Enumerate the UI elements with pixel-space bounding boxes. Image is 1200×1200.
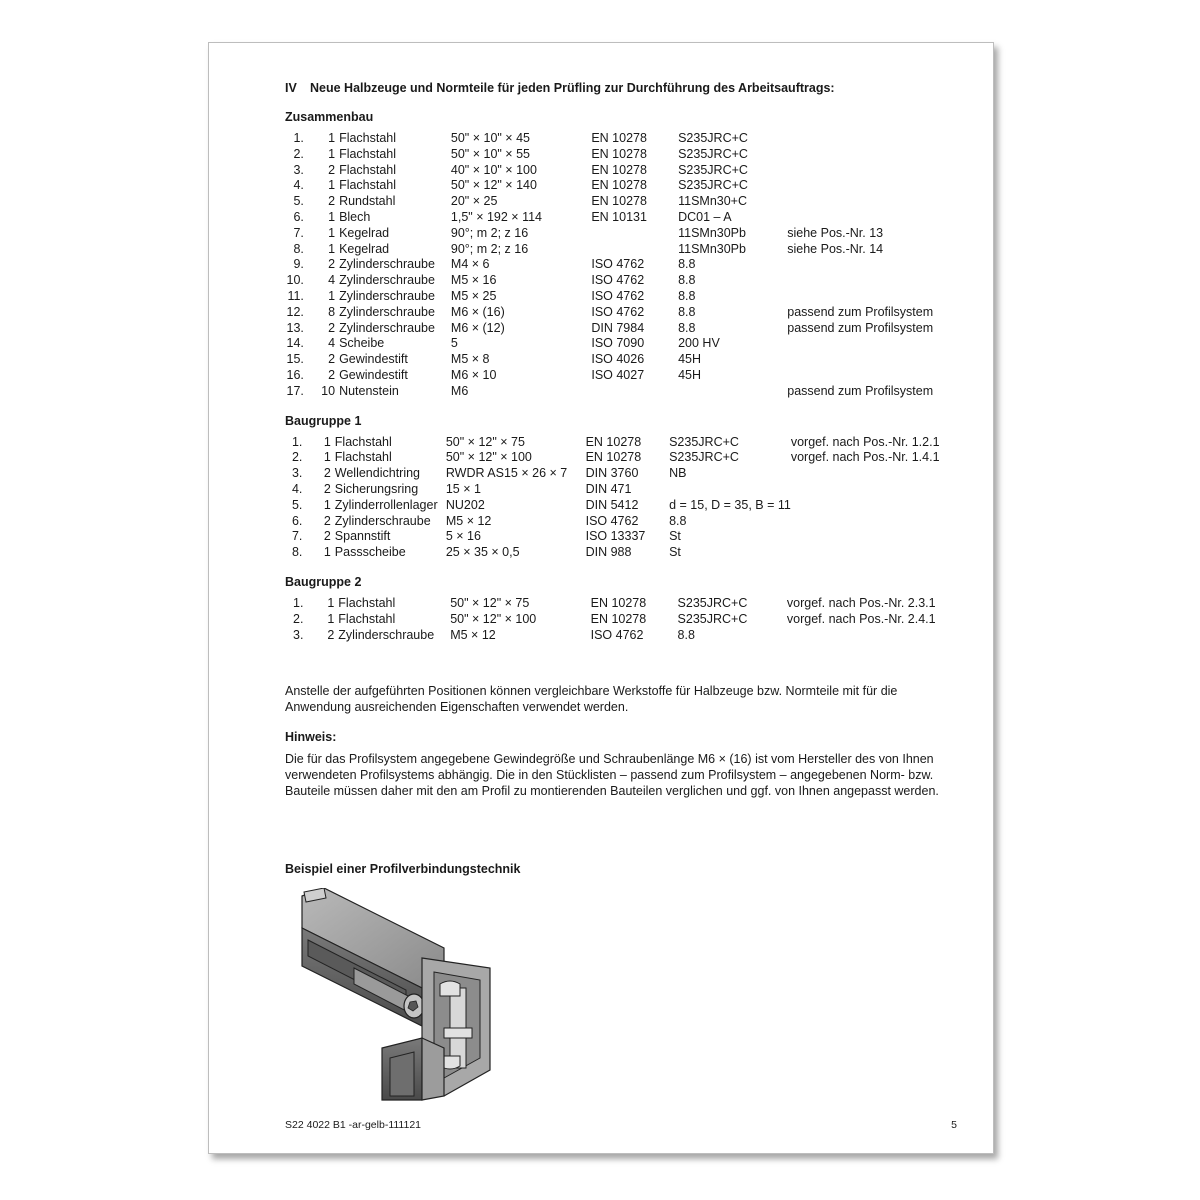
quantity-cell: 1 — [328, 209, 336, 224]
standard-cell: DIN 7984 — [591, 320, 645, 335]
table-row — [285, 321, 965, 337]
parts-list-title: Baugruppe 1 — [285, 413, 362, 428]
standard-cell: DIN 5412 — [585, 497, 639, 512]
standard-cell: DIN 471 — [585, 481, 632, 496]
quantity-cell: 1 — [328, 241, 336, 256]
quantity-cell: 4 — [328, 273, 336, 288]
quantity-cell: 2 — [328, 320, 336, 335]
dimension-cell: 50" × 10" × 55 — [450, 146, 530, 161]
remark-cell — [791, 482, 965, 498]
quantity-cell: 10 — [321, 383, 336, 398]
material-cell: 11SMn30+C — [678, 194, 748, 209]
page-content — [285, 80, 965, 799]
dimension-cell: 25 × 35 × 0,5 — [445, 545, 520, 560]
part-name-cell: Zylinderschraube — [339, 288, 435, 303]
table-row — [285, 368, 965, 384]
quantity-cell: 1 — [328, 131, 336, 145]
table-row — [285, 596, 965, 612]
remark-cell — [787, 336, 965, 352]
part-name-cell: Flachstahl — [339, 146, 397, 161]
dimension-cell: M6 — [450, 383, 469, 398]
standard-cell: EN 10278 — [590, 611, 647, 626]
part-name-cell: Kegelrad — [339, 225, 390, 240]
hint-title: Hinweis: — [285, 730, 337, 745]
material-cell: 11SMn30Pb — [678, 225, 746, 240]
position-cell: 8. — [293, 241, 304, 256]
remark-cell — [787, 163, 965, 179]
standard-cell: EN 10278 — [585, 434, 642, 449]
quantity-cell: 2 — [328, 162, 336, 177]
section-number: IV — [285, 81, 297, 95]
quantity-cell: 2 — [328, 352, 336, 367]
position-cell: 3. — [293, 162, 304, 177]
material-cell: 45H — [678, 367, 702, 382]
table-row — [285, 529, 965, 545]
remark-cell: vorgef. nach Pos.-Nr. 2.3.1 — [786, 595, 936, 610]
dimension-cell: M6 × (12) — [450, 320, 505, 335]
dimension-cell: 50" × 12" × 75 — [445, 434, 525, 449]
standard-cell: ISO 4027 — [591, 367, 645, 382]
table-row — [285, 466, 965, 482]
position-cell: 2. — [293, 146, 304, 161]
dimension-cell: 90°; m 2; z 16 — [450, 241, 529, 256]
remark-cell — [787, 210, 965, 226]
remark-cell: siehe Pos.-Nr. 14 — [787, 241, 884, 256]
remark-cell: vorgef. nach Pos.-Nr. 1.4.1 — [790, 450, 940, 465]
dimension-cell: 50" × 12" × 140 — [450, 178, 537, 193]
table-row — [285, 435, 965, 451]
table-row — [285, 178, 965, 194]
part-name-cell: Blech — [339, 209, 371, 224]
table-row — [285, 545, 965, 561]
table-row — [285, 336, 965, 352]
part-name-cell: Zylinderschraube — [339, 257, 435, 272]
standard-cell: EN 10278 — [590, 595, 647, 610]
material-cell: 8.8 — [669, 513, 687, 528]
position-cell: 2. — [291, 450, 303, 465]
parts-list-title: Baugruppe 2 — [285, 574, 362, 589]
dimension-cell: 1,5" × 192 × 114 — [450, 209, 542, 224]
standard-cell: EN 10278 — [591, 162, 647, 177]
material-cell: 8.8 — [677, 627, 695, 642]
part-name-cell: Gewindestift — [339, 367, 408, 382]
section-heading — [285, 80, 965, 96]
material-cell — [669, 482, 791, 498]
parts-list-table — [285, 435, 965, 561]
standard-cell: ISO 4762 — [585, 513, 639, 528]
part-name-cell: Flachstahl — [338, 611, 396, 626]
material-cell — [678, 384, 787, 400]
remark-cell: passend zum Profilsystem — [787, 320, 934, 335]
standard-cell: ISO 4762 — [591, 304, 645, 319]
remark-cell: vorgef. nach Pos.-Nr. 2.4.1 — [786, 611, 936, 626]
dimension-cell: M6 × (16) — [450, 304, 505, 319]
remark-cell — [787, 628, 965, 644]
profile-connection-illustration — [294, 888, 504, 1103]
remark-cell: vorgef. nach Pos.-Nr. 1.2.1 — [790, 434, 940, 449]
parts-list-table — [285, 131, 965, 400]
position-cell: 6. — [291, 513, 303, 528]
remark-cell: siehe Pos.-Nr. 13 — [787, 225, 884, 240]
material-cell: NB — [669, 466, 687, 481]
material-cell: S235JRC+C — [678, 178, 748, 193]
part-name-cell: Zylinderschraube — [339, 273, 435, 288]
remark-cell — [787, 257, 965, 273]
material-cell: 8.8 — [678, 320, 696, 335]
table-row — [285, 210, 965, 226]
remark-cell — [791, 466, 965, 482]
table-row — [285, 450, 965, 466]
material-cell: S235JRC+C — [677, 595, 748, 610]
quantity-cell: 1 — [323, 450, 331, 465]
dimension-cell: M5 × 12 — [450, 627, 496, 642]
quantity-cell: 2 — [328, 367, 336, 382]
position-cell: 13. — [286, 320, 304, 335]
material-cell: 200 HV — [678, 336, 720, 351]
standard-cell: EN 10278 — [591, 178, 647, 193]
quantity-cell: 1 — [327, 611, 335, 626]
quantity-cell: 2 — [323, 466, 331, 481]
dimension-cell: NU202 — [445, 497, 485, 512]
part-name-cell: Passscheibe — [334, 545, 406, 560]
standard-cell — [591, 226, 678, 242]
example-title: Beispiel einer Profilverbindungstechnik — [285, 862, 521, 876]
quantity-cell: 1 — [323, 497, 331, 512]
dimension-cell: 15 × 1 — [445, 481, 481, 496]
table-row — [285, 147, 965, 163]
part-name-cell: Wellendichtring — [334, 466, 421, 481]
standard-cell: EN 10278 — [585, 450, 642, 465]
part-name-cell: Rundstahl — [339, 194, 396, 209]
table-row — [285, 194, 965, 210]
position-cell: 4. — [291, 481, 303, 496]
part-name-cell: Flachstahl — [334, 450, 392, 465]
remark-cell — [787, 352, 965, 368]
remark-cell — [787, 368, 965, 384]
quantity-cell: 1 — [327, 595, 335, 610]
dimension-cell: RWDR AS15 × 26 × 7 — [445, 466, 568, 481]
position-cell: 7. — [293, 225, 304, 240]
material-cell: 8.8 — [678, 257, 696, 272]
standard-cell: ISO 7090 — [591, 336, 645, 351]
remark-cell — [787, 178, 965, 194]
material-cell: d = 15, D = 35, B = 11 — [669, 497, 791, 512]
dimension-cell: M5 × 16 — [450, 273, 497, 288]
section-heading-text: Neue Halbzeuge und Normteile für jeden Prüfling zur Durchführung des Arbeitsauftrags: — [310, 81, 835, 95]
material-cell: S235JRC+C — [678, 146, 748, 161]
table-row — [285, 163, 965, 179]
part-name-cell: Sicherungsring — [334, 481, 419, 496]
standard-cell: DIN 3760 — [585, 466, 639, 481]
part-name-cell: Zylinderschraube — [339, 320, 435, 335]
table-row — [285, 628, 965, 644]
quantity-cell: 1 — [323, 434, 331, 449]
position-cell: 8. — [291, 545, 303, 560]
standard-cell: EN 10278 — [591, 194, 647, 209]
position-cell: 5. — [291, 497, 303, 512]
standard-cell: DIN 988 — [585, 545, 632, 560]
remark-cell — [791, 529, 965, 545]
part-name-cell: Flachstahl — [339, 178, 397, 193]
position-cell: 16. — [286, 367, 304, 382]
remark-cell — [791, 545, 965, 561]
remark-cell: passend zum Profilsystem — [787, 383, 934, 398]
material-cell: S235JRC+C — [669, 434, 739, 449]
document-page — [208, 42, 994, 1154]
remark-cell — [787, 289, 965, 305]
quantity-cell: 1 — [328, 288, 336, 303]
page-number: 5 — [951, 1119, 957, 1131]
material-cell: St — [669, 545, 681, 560]
table-row — [285, 514, 965, 530]
dimension-cell: 90°; m 2; z 16 — [450, 225, 529, 240]
dimension-cell: M5 × 8 — [450, 352, 490, 367]
dimension-cell: 50" × 12" × 100 — [445, 450, 532, 465]
part-name-cell: Nutenstein — [339, 383, 399, 398]
parts-lists — [285, 109, 965, 643]
position-cell: 7. — [291, 529, 303, 544]
part-name-cell: Spannstift — [334, 529, 391, 544]
standard-cell: ISO 13337 — [585, 529, 646, 544]
quantity-cell: 2 — [328, 257, 336, 272]
part-name-cell: Zylinderschraube — [334, 513, 431, 528]
quantity-cell: 4 — [328, 336, 336, 351]
position-cell: 1. — [293, 595, 304, 610]
dimension-cell: 5 × 16 — [445, 529, 481, 544]
quantity-cell: 8 — [328, 304, 336, 319]
position-cell: 10. — [286, 273, 304, 288]
table-row — [285, 273, 965, 289]
quantity-cell: 2 — [323, 513, 331, 528]
part-name-cell: Zylinderschraube — [338, 627, 435, 642]
table-row — [285, 482, 965, 498]
dimension-cell: 40" × 10" × 100 — [450, 162, 537, 177]
dimension-cell: 50" × 12" × 100 — [450, 611, 537, 626]
remark-cell — [791, 514, 965, 530]
remark-cell — [787, 194, 965, 210]
material-cell: 8.8 — [678, 304, 696, 319]
quantity-cell: 2 — [323, 529, 331, 544]
part-name-cell: Flachstahl — [339, 162, 397, 177]
remark-cell — [787, 131, 965, 147]
position-cell: 6. — [293, 209, 304, 224]
standard-cell: ISO 4762 — [591, 273, 645, 288]
position-cell: 2. — [293, 611, 304, 626]
material-cell: 45H — [678, 352, 702, 367]
material-cell: S235JRC+C — [669, 450, 739, 465]
remark-cell — [787, 273, 965, 289]
position-cell: 14. — [286, 336, 304, 351]
position-cell: 15. — [286, 352, 304, 367]
standard-cell: EN 10131 — [591, 209, 647, 224]
part-name-cell: Kegelrad — [339, 241, 390, 256]
position-cell: 1. — [293, 131, 304, 145]
hint-text: Die für das Profilsystem angegebene Gewindegröße und Schraubenlänge M6 × (16) ist vom Hersteller des von Ihnen verwendeten Profilsystems abhängig. Die in den Stücklisten – passend zum Profilsystem – angegebenen Norm- bzw. Bauteile müssen daher mit den am Profil zu montierenden Bauteilen verglichen und ggf. von Ihnen angepasst werden. — [285, 752, 939, 799]
quantity-cell: 2 — [328, 194, 336, 209]
table-row — [285, 305, 965, 321]
table-row — [285, 289, 965, 305]
part-name-cell: Flachstahl — [338, 595, 396, 610]
dimension-cell: 5 — [450, 336, 458, 351]
quantity-cell: 1 — [328, 178, 336, 193]
material-cell: St — [669, 529, 681, 544]
dimension-cell: M5 × 25 — [450, 288, 497, 303]
standard-cell: ISO 4026 — [591, 352, 645, 367]
parts-list-title: Zusammenbau — [285, 110, 374, 124]
material-cell: S235JRC+C — [678, 162, 748, 177]
table-row — [285, 242, 965, 258]
position-cell: 1. — [291, 434, 303, 449]
material-cell: 8.8 — [678, 273, 696, 288]
document-code: S22 4022 B1 -ar-gelb-111121 — [285, 1119, 422, 1131]
table-row — [285, 612, 965, 628]
part-name-cell: Zylinderrollenlager — [334, 497, 438, 512]
table-row — [285, 257, 965, 273]
standard-cell: ISO 4762 — [590, 627, 644, 642]
dimension-cell: M4 × 6 — [450, 257, 490, 272]
position-cell: 3. — [291, 466, 303, 481]
part-name-cell: Gewindestift — [339, 352, 408, 367]
table-row — [285, 498, 965, 514]
quantity-cell: 1 — [323, 545, 331, 560]
dimension-cell: M6 × 10 — [450, 367, 497, 382]
quantity-cell: 1 — [328, 225, 336, 240]
table-row — [285, 352, 965, 368]
remark-cell — [791, 498, 965, 514]
material-cell: 8.8 — [678, 288, 696, 303]
position-cell: 17. — [286, 383, 304, 398]
part-name-cell: Flachstahl — [339, 131, 397, 145]
part-name-cell: Zylinderschraube — [339, 304, 435, 319]
table-row — [285, 226, 965, 242]
table-row — [285, 384, 965, 400]
position-cell: 3. — [293, 627, 304, 642]
part-name-cell: Flachstahl — [334, 434, 392, 449]
standard-cell: EN 10278 — [591, 146, 647, 161]
dimension-cell: 20" × 25 — [450, 194, 498, 209]
quantity-cell: 1 — [328, 146, 336, 161]
dimension-cell: M5 × 12 — [445, 513, 492, 528]
standard-cell — [591, 384, 678, 400]
position-cell: 9. — [293, 257, 304, 272]
substitution-note: Anstelle der aufgeführten Positionen können vergleichbare Werkstoffe für Halbzeuge bzw. Normteile mit für die Anwendung ausreichenden Eigenschaften verwendet werden. — [285, 684, 898, 715]
dimension-cell: 50" × 12" × 75 — [450, 595, 530, 610]
material-cell: 11SMn30Pb — [678, 241, 746, 256]
remark-cell: passend zum Profilsystem — [787, 304, 934, 319]
dimension-cell: 50" × 10" × 45 — [450, 131, 530, 145]
standard-cell: EN 10278 — [591, 131, 647, 145]
standard-cell — [591, 242, 678, 258]
parts-list-table — [285, 596, 965, 643]
position-cell: 12. — [286, 304, 304, 319]
standard-cell: ISO 4762 — [591, 257, 645, 272]
standard-cell: ISO 4762 — [591, 288, 645, 303]
remark-cell — [787, 147, 965, 163]
quantity-cell: 2 — [327, 627, 335, 642]
position-cell: 4. — [293, 178, 304, 193]
material-cell: S235JRC+C — [677, 611, 748, 626]
part-name-cell: Scheibe — [339, 336, 385, 351]
quantity-cell: 2 — [323, 481, 331, 496]
material-cell: DC01 – A — [678, 209, 732, 224]
position-cell: 11. — [287, 288, 304, 303]
table-row — [285, 131, 965, 147]
material-cell: S235JRC+C — [678, 131, 748, 145]
position-cell: 5. — [293, 194, 304, 209]
